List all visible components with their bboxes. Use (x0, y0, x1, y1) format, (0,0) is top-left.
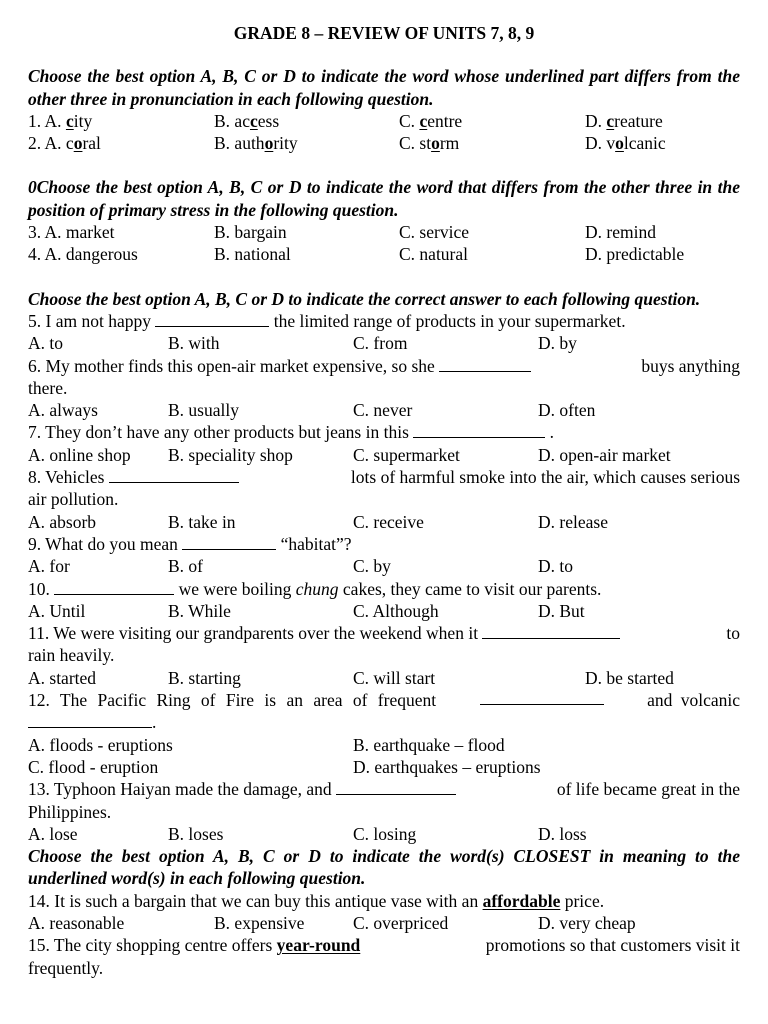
q13-option-a[interactable]: A. lose (28, 823, 78, 844)
q12-option-b[interactable]: B. earthquake – flood (353, 734, 505, 755)
q2-option-a[interactable]: 2. A. coral (28, 133, 101, 154)
q11-option-a[interactable]: A. started (28, 667, 97, 688)
answer-blank[interactable] (336, 779, 456, 795)
q4-option-a[interactable]: 4. A. dangerous (28, 244, 138, 265)
question-2 (28, 132, 740, 154)
q14-option-d[interactable]: D. very cheap (538, 912, 636, 933)
q7-option-d[interactable]: D. open-air market (538, 444, 671, 465)
question-10-options (28, 600, 740, 622)
question-12-options-row1 (28, 734, 740, 756)
q6-option-a[interactable]: A. always (28, 400, 98, 421)
q5-option-d[interactable]: D. by (538, 333, 577, 354)
question-6-options (28, 399, 740, 421)
q3-option-b[interactable]: B. bargain (214, 222, 287, 243)
question-12-stem-cont: . (28, 711, 740, 733)
question-12-options-row2 (28, 756, 740, 778)
q2-option-d[interactable]: D. volcanic (585, 133, 666, 154)
q3-option-d[interactable]: D. remind (585, 222, 656, 243)
question-8-stem: 8. Vehicles lots of harmful smoke into the air, which causes serious (28, 467, 740, 488)
q9-option-b[interactable]: B. of (168, 556, 203, 577)
instruction-closest-meaning: Choose the best option A, B, C or D to indicate the word(s) CLOSEST in meaning to the underlined word(s) in each following question. (28, 846, 740, 889)
instruction-stress: 0Choose the best option A, B, C or D to indicate the word that differs from the other three in the position of primary stress in the following question. (28, 177, 740, 220)
q3-option-c[interactable]: C. service (399, 222, 469, 243)
answer-blank[interactable] (413, 422, 545, 438)
answer-blank[interactable] (182, 534, 276, 550)
question-13-options (28, 823, 740, 845)
question-6-stem: 6. My mother finds this open-air market expensive, so she buys anything (28, 355, 740, 376)
q1-option-a[interactable]: 1. A. city (28, 110, 93, 131)
question-15-stem: 15. The city shopping centre offers year-round promotions so that customers visit it (28, 935, 740, 956)
question-13-stem-cont: Philippines. (28, 801, 112, 822)
question-7-options (28, 444, 740, 466)
q5-option-c[interactable]: C. from (353, 333, 408, 354)
answer-blank[interactable] (54, 579, 174, 595)
q10-option-a[interactable]: A. Until (28, 600, 86, 621)
q10-option-d[interactable]: D. But (538, 600, 585, 621)
q8-option-d[interactable]: D. release (538, 511, 608, 532)
q1-option-b[interactable]: B. access (214, 110, 280, 131)
q12-option-c[interactable]: C. flood - eruption (28, 756, 159, 777)
q13-option-c[interactable]: C. losing (353, 823, 417, 844)
q10-option-c[interactable]: C. Although (353, 600, 439, 621)
question-15-stem-cont: frequently. (28, 957, 104, 978)
q11-option-c[interactable]: C. will start (353, 667, 436, 688)
question-14-stem: 14. It is such a bargain that we can buy this antique vase with an affordable price. (28, 890, 605, 911)
q13-option-b[interactable]: B. loses (168, 823, 224, 844)
question-9-options (28, 555, 740, 577)
instruction-pronunciation: Choose the best option A, B, C or D to indicate the word whose underlined part differs from the other three in pronunciation in each following question. (28, 66, 740, 109)
instruction-correct-answer: Choose the best option A, B, C or D to indicate the correct answer to each following question. (28, 288, 701, 309)
question-11-stem: 11. We were visiting our grandparents over the weekend when it to (28, 623, 740, 644)
q9-option-d[interactable]: D. to (538, 556, 573, 577)
q13-option-d[interactable]: D. loss (538, 823, 587, 844)
question-4 (28, 243, 740, 265)
q11-option-d[interactable]: D. be started (585, 667, 674, 688)
question-14-options (28, 912, 740, 934)
underlined-word: affordable (482, 890, 561, 911)
q14-option-a[interactable]: A. reasonable (28, 912, 125, 933)
q4-option-c[interactable]: C. natural (399, 244, 469, 265)
q7-option-c[interactable]: C. supermarket (353, 444, 460, 465)
answer-blank[interactable] (482, 623, 620, 639)
question-3 (28, 221, 740, 243)
q11-option-b[interactable]: B. starting (168, 667, 241, 688)
q14-option-c[interactable]: C. overpriced (353, 912, 449, 933)
answer-blank[interactable] (439, 356, 531, 372)
question-1 (28, 110, 740, 132)
question-11-stem-cont: rain heavily. (28, 645, 115, 666)
question-5-options (28, 332, 740, 354)
q2-option-c[interactable]: C. storm (399, 133, 460, 154)
answer-blank[interactable] (28, 712, 152, 728)
q7-option-a[interactable]: A. online shop (28, 444, 131, 465)
q1-option-d[interactable]: D. creature (585, 110, 663, 131)
question-5-stem: 5. I am not happy the limited range of products in your supermarket. (28, 310, 626, 331)
answer-blank[interactable] (155, 311, 269, 327)
q10-option-b[interactable]: B. While (168, 600, 231, 621)
q2-option-b[interactable]: B. authority (214, 133, 298, 154)
q8-option-a[interactable]: A. absorb (28, 511, 97, 532)
q4-option-b[interactable]: B. national (214, 244, 291, 265)
q5-option-b[interactable]: B. with (168, 333, 220, 354)
q6-option-b[interactable]: B. usually (168, 400, 239, 421)
q4-option-d[interactable]: D. predictable (585, 244, 685, 265)
q8-option-c[interactable]: C. receive (353, 511, 424, 532)
q5-option-a[interactable]: A. to (28, 333, 63, 354)
q14-option-b[interactable]: B. expensive (214, 912, 305, 933)
question-12-stem: 12. The Pacific Ring of Fire is an area of frequent and volcanic (28, 690, 740, 711)
q9-option-c[interactable]: C. by (353, 556, 391, 577)
question-8-options (28, 511, 740, 533)
page-title: GRADE 8 – REVIEW OF UNITS 7, 8, 9 (233, 23, 535, 43)
q3-option-a[interactable]: 3. A. market (28, 222, 115, 243)
underlined-word: year-round (276, 935, 361, 956)
question-8-stem-cont: air pollution. (28, 489, 119, 510)
q12-option-d[interactable]: D. earthquakes – eruptions (353, 756, 541, 777)
q6-option-d[interactable]: D. often (538, 400, 596, 421)
q6-option-c[interactable]: C. never (353, 400, 413, 421)
question-13-stem: 13. Typhoon Haiyan made the damage, and of life became great in the (28, 779, 740, 800)
q12-option-a[interactable]: A. floods - eruptions (28, 734, 173, 755)
answer-blank[interactable] (109, 467, 239, 483)
q9-option-a[interactable]: A. for (28, 556, 70, 577)
question-10-stem: 10. we were boiling chung cakes, they came to visit our parents. (28, 578, 602, 599)
question-7-stem: 7. They don’t have any other products but jeans in this . (28, 422, 555, 443)
q1-option-c[interactable]: C. centre (399, 110, 463, 131)
question-11-options (28, 667, 740, 689)
q7-option-b[interactable]: B. speciality shop (168, 444, 293, 465)
q8-option-b[interactable]: B. take in (168, 511, 236, 532)
question-9-stem: 9. What do you mean “habitat”? (28, 533, 352, 554)
question-6-stem-cont: there. (28, 377, 68, 398)
answer-blank[interactable] (480, 689, 604, 705)
